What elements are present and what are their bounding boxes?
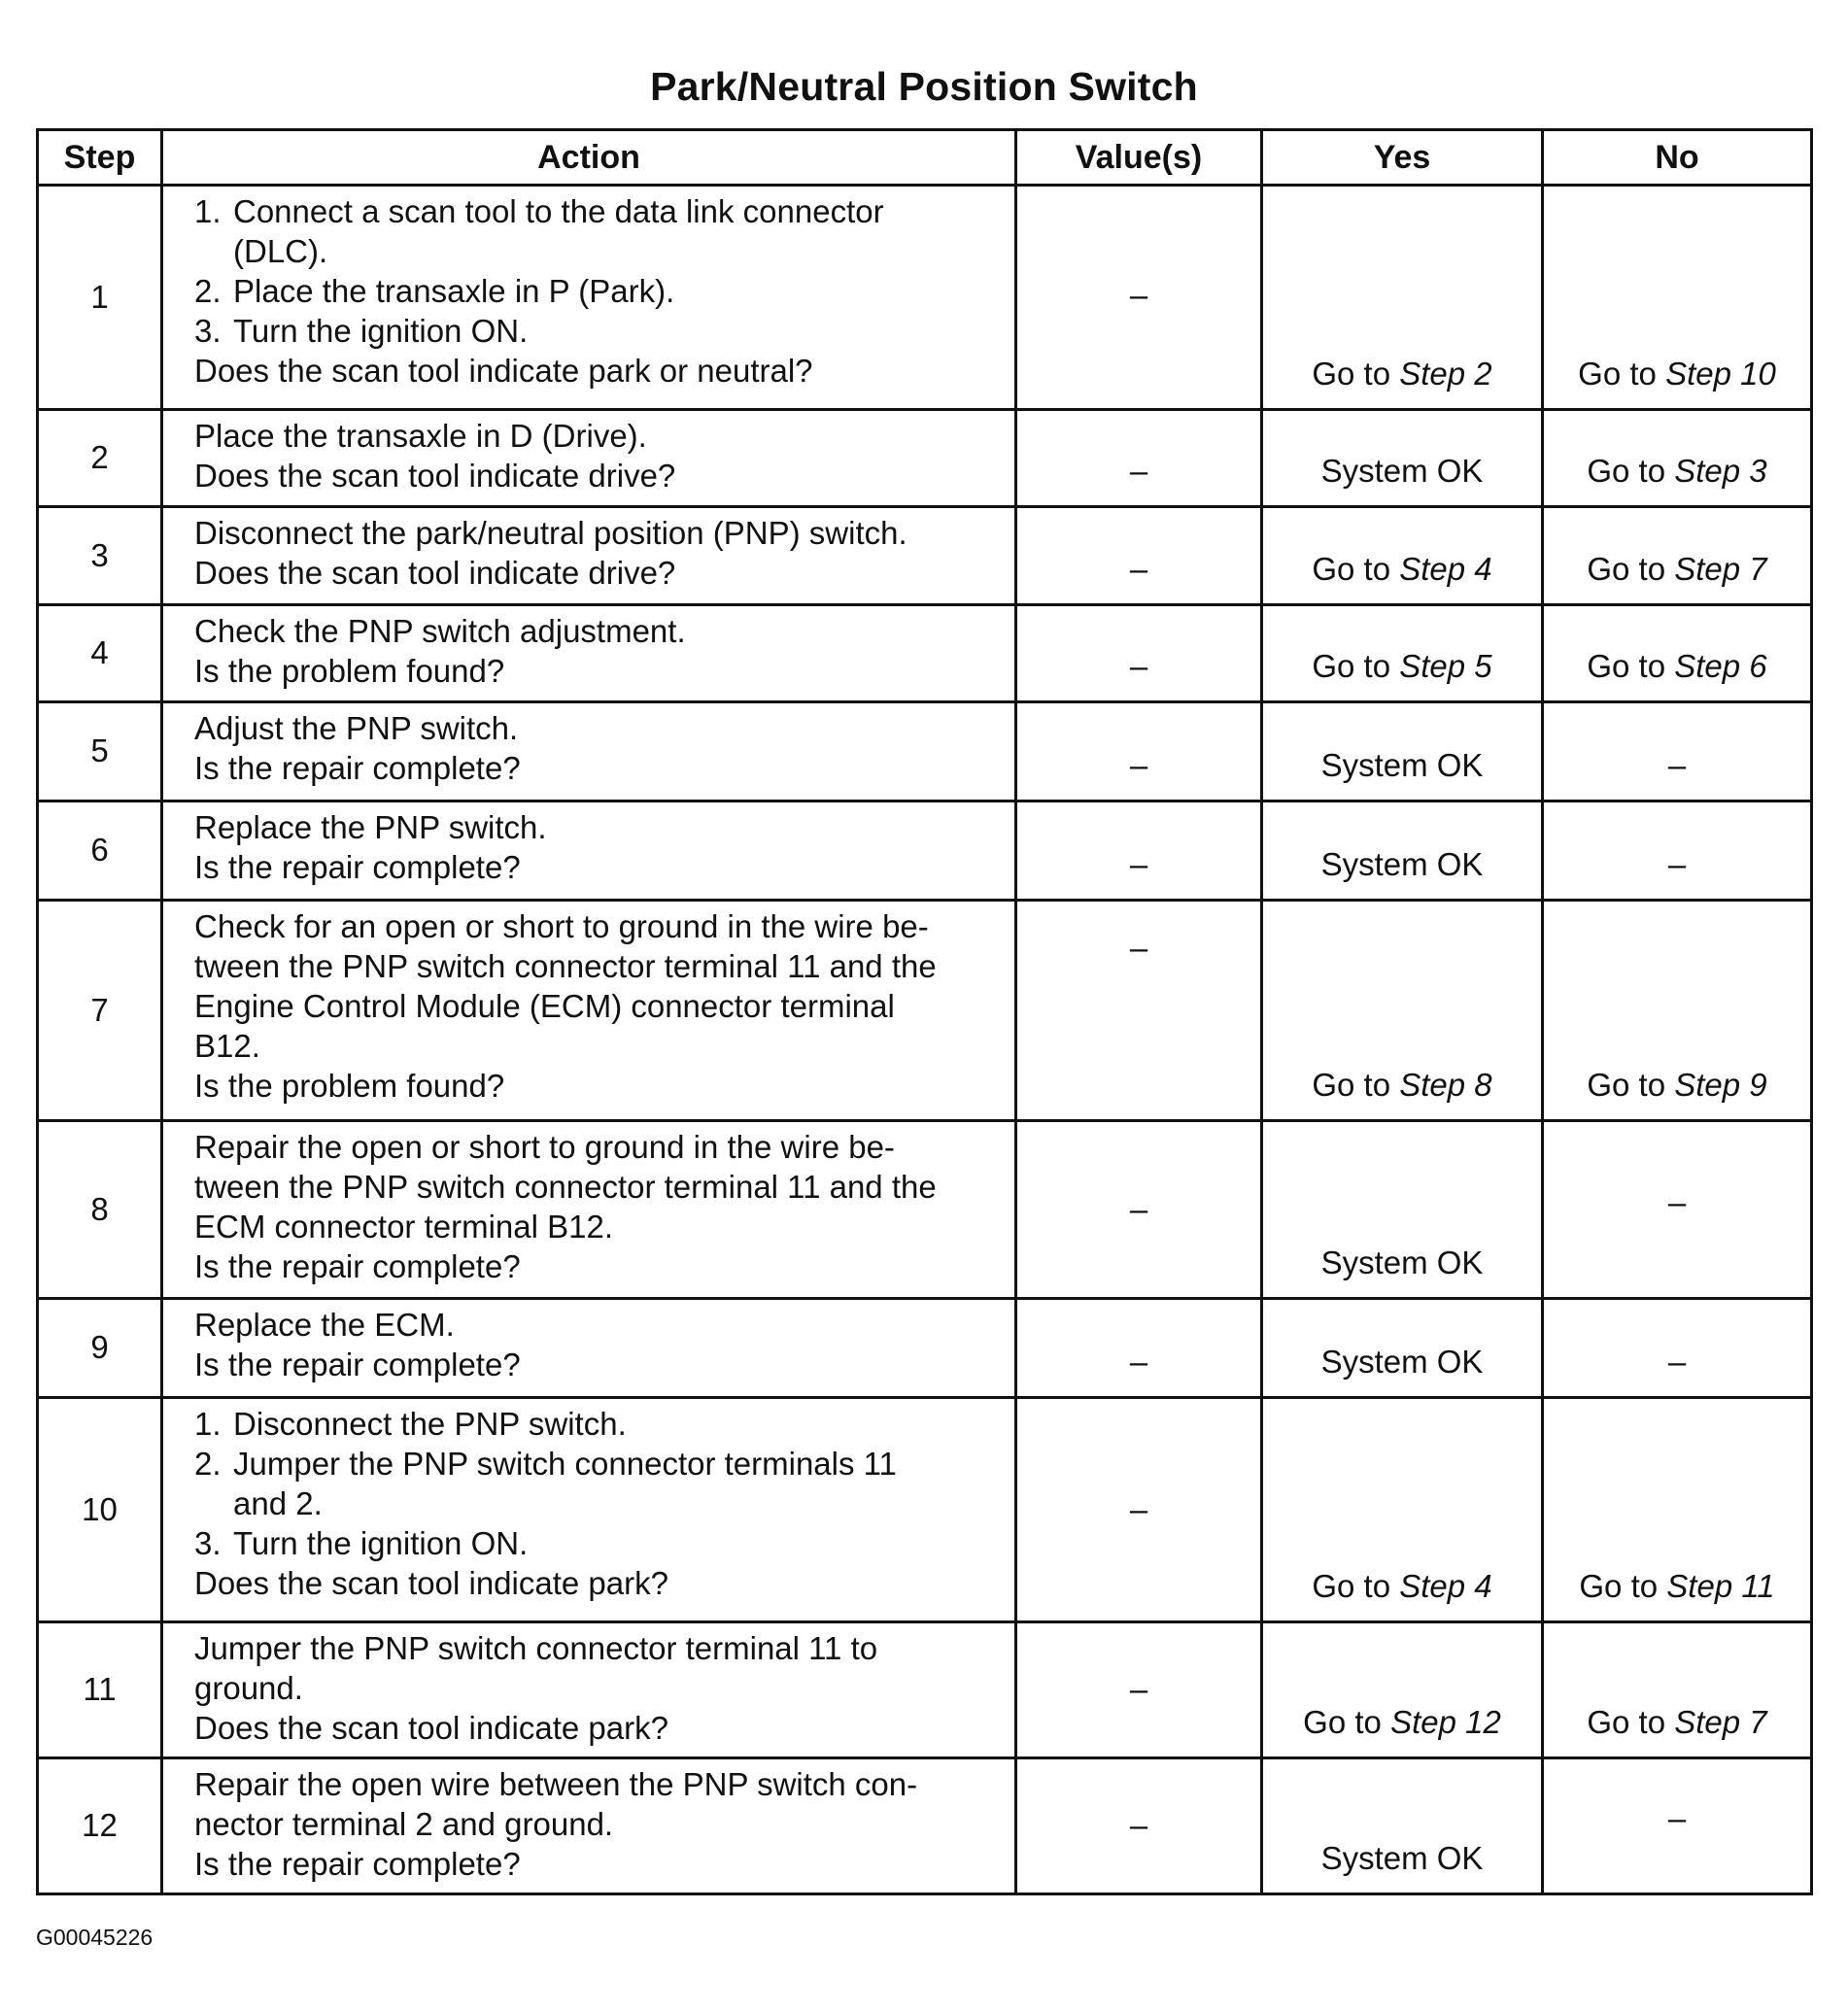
- action-line: [194, 652, 1001, 692]
- value-cell: –: [1016, 410, 1262, 507]
- action-cell: [162, 507, 1016, 605]
- table-row: [38, 1622, 1812, 1758]
- action-line: [194, 352, 1001, 392]
- action-cell: [162, 605, 1016, 702]
- action-text: Does the scan tool indicate park or neutral?: [194, 352, 813, 389]
- action-cell: [162, 186, 1016, 410]
- action-text: Turn the ignition ON.: [233, 312, 529, 349]
- yes-result-text: Go to: [1312, 551, 1400, 588]
- action-line: [194, 848, 1001, 888]
- step-number: 7: [38, 901, 162, 1121]
- header-row: [38, 130, 1812, 186]
- yes-result-text: Go to: [1312, 1568, 1400, 1605]
- page-title: Park/Neutral Position Switch: [650, 64, 1198, 109]
- value-cell: –: [1016, 1299, 1262, 1398]
- action-text: Is the repair complete?: [194, 1845, 521, 1882]
- header-yes: Yes: [1262, 130, 1543, 186]
- action-text: Check for an open or short to ground in the wire be-: [194, 908, 929, 944]
- action-text: Replace the ECM.: [194, 1307, 455, 1343]
- no-result-text: –: [1667, 1799, 1687, 1836]
- step-list-number: 1.: [194, 1406, 222, 1442]
- table-row: [38, 901, 1812, 1121]
- action-text: Is the repair complete?: [194, 1346, 521, 1382]
- action-text: Is the repair complete?: [194, 749, 521, 786]
- value-cell: –: [1016, 1622, 1262, 1758]
- action-line: [194, 1067, 1001, 1107]
- action-text: B12.: [194, 1027, 260, 1064]
- yes-step-reference: Step 5: [1399, 648, 1492, 685]
- no-result-cell: [1543, 410, 1812, 507]
- step-number: 1: [38, 186, 162, 410]
- action-cell: [162, 1757, 1016, 1893]
- yes-result-text: Go to: [1312, 648, 1400, 685]
- action-line: [194, 612, 1001, 652]
- action-text: Disconnect the PNP switch.: [233, 1406, 627, 1442]
- no-result-text: –: [1667, 1183, 1687, 1220]
- step-list-number: 1.: [194, 193, 222, 229]
- no-step-reference: Step 10: [1665, 356, 1776, 392]
- yes-result-text: System OK: [1320, 846, 1484, 883]
- yes-result-cell: [1262, 702, 1543, 801]
- action-line: [194, 1765, 1001, 1805]
- no-step-reference: Step 6: [1674, 648, 1767, 685]
- action-cell: [162, 801, 1016, 901]
- action-line: [194, 1805, 1001, 1845]
- action-text: ground.: [194, 1669, 303, 1706]
- action-line: [194, 1405, 1001, 1445]
- no-result-text: –: [1667, 846, 1687, 883]
- yes-result-cell: [1262, 410, 1543, 507]
- step-list-number: 3.: [194, 312, 222, 349]
- action-line: [194, 1027, 1001, 1067]
- no-step-reference: Step 11: [1666, 1568, 1775, 1605]
- action-text: Does the scan tool indicate park?: [194, 1709, 668, 1746]
- no-result-cell: [1543, 1121, 1812, 1299]
- action-text: Disconnect the park/neutral position (PNP) switch.: [194, 515, 907, 551]
- action-line: [194, 457, 1001, 496]
- step-list-number: 2.: [194, 1445, 222, 1482]
- yes-step-reference: Step 4: [1399, 1568, 1492, 1605]
- action-line: [194, 1306, 1001, 1346]
- no-result-cell: [1543, 702, 1812, 801]
- yes-result-text: Go to: [1303, 1703, 1391, 1740]
- action-text: Repair the open wire between the PNP switch con-: [194, 1765, 918, 1802]
- no-result-cell: [1543, 1299, 1812, 1398]
- value-cell: –: [1016, 1121, 1262, 1299]
- action-cell: [162, 1398, 1016, 1622]
- table-row: [38, 1121, 1812, 1299]
- yes-result-text: System OK: [1320, 747, 1484, 784]
- no-step-reference: Step 9: [1674, 1067, 1767, 1104]
- action-text: Is the repair complete?: [194, 1247, 521, 1284]
- action-line: [194, 987, 1001, 1027]
- action-text: Engine Control Module (ECM) connector terminal: [194, 987, 895, 1024]
- no-step-reference: Step 7: [1674, 1703, 1767, 1740]
- action-line: [194, 312, 1001, 352]
- action-text: tween the PNP switch connector terminal 11 and the: [194, 1168, 937, 1205]
- action-cell: [162, 702, 1016, 801]
- action-text: nector terminal 2 and ground.: [194, 1805, 614, 1842]
- action-line: [194, 417, 1001, 457]
- step-number: 5: [38, 702, 162, 801]
- action-text: Does the scan tool indicate drive?: [194, 457, 676, 494]
- header-no: No: [1543, 130, 1812, 186]
- action-line: [194, 1845, 1001, 1885]
- header-step: Step: [38, 130, 162, 186]
- table-row: [38, 1757, 1812, 1893]
- yes-result-text: System OK: [1320, 453, 1484, 490]
- action-cell: [162, 1121, 1016, 1299]
- action-text: ECM connector terminal B12.: [194, 1208, 614, 1245]
- action-line: [194, 1247, 1001, 1287]
- no-step-reference: Step 7: [1674, 551, 1767, 588]
- yes-result-cell: [1262, 801, 1543, 901]
- yes-result-text: Go to: [1312, 356, 1400, 392]
- action-text: Is the problem found?: [194, 652, 505, 689]
- action-text-continued: and 2.: [233, 1484, 323, 1521]
- yes-step-reference: Step 8: [1399, 1067, 1492, 1104]
- table-row: [38, 186, 1812, 410]
- no-result-text: Go to: [1579, 1568, 1667, 1605]
- yes-result-text: Go to: [1312, 1067, 1400, 1104]
- yes-result-cell: [1262, 1299, 1543, 1398]
- yes-result-cell: [1262, 1398, 1543, 1622]
- yes-result-cell: [1262, 186, 1543, 410]
- action-line: [194, 709, 1001, 749]
- yes-result-cell: [1262, 901, 1543, 1121]
- action-line: [194, 192, 1001, 272]
- action-text: Is the repair complete?: [194, 848, 521, 885]
- action-line: [194, 749, 1001, 789]
- action-line: [194, 1629, 1001, 1669]
- yes-result-text: System OK: [1320, 1245, 1484, 1281]
- table-row: [38, 1398, 1812, 1622]
- value-cell: –: [1016, 702, 1262, 801]
- action-text: Does the scan tool indicate park?: [194, 1564, 668, 1601]
- no-result-text: Go to: [1587, 551, 1675, 588]
- action-line: [194, 947, 1001, 987]
- action-line: [194, 1669, 1001, 1709]
- action-text: Jumper the PNP switch connector terminal 11 to: [194, 1630, 878, 1666]
- yes-result-text: System OK: [1320, 1839, 1484, 1876]
- value-cell: –: [1016, 1398, 1262, 1622]
- yes-result-cell: [1262, 507, 1543, 605]
- action-text: Jumper the PNP switch connector terminals 11: [233, 1445, 897, 1482]
- yes-result-cell: [1262, 1757, 1543, 1893]
- yes-result-text: System OK: [1320, 1344, 1484, 1381]
- no-result-cell: [1543, 801, 1812, 901]
- no-result-cell: [1543, 1622, 1812, 1758]
- step-number: 6: [38, 801, 162, 901]
- action-text: Does the scan tool indicate drive?: [194, 554, 676, 591]
- action-text: Turn the ignition ON.: [233, 1524, 529, 1561]
- no-result-cell: [1543, 901, 1812, 1121]
- action-line: [194, 1128, 1001, 1168]
- step-number: 9: [38, 1299, 162, 1398]
- action-cell: [162, 410, 1016, 507]
- action-text-continued: (DLC).: [233, 232, 328, 269]
- yes-result-cell: [1262, 1121, 1543, 1299]
- yes-result-cell: [1262, 1622, 1543, 1758]
- no-result-cell: [1543, 186, 1812, 410]
- header-action: Action: [162, 130, 1016, 186]
- no-step-reference: Step 3: [1674, 453, 1767, 490]
- header-values: Value(s): [1016, 130, 1262, 186]
- step-number: 8: [38, 1121, 162, 1299]
- table-row: [38, 1299, 1812, 1398]
- action-text: Place the transaxle in D (Drive).: [194, 418, 647, 454]
- action-text: Connect a scan tool to the data link connector: [233, 193, 884, 229]
- no-result-cell: [1543, 1398, 1812, 1622]
- value-cell: –: [1016, 507, 1262, 605]
- yes-result-cell: [1262, 605, 1543, 702]
- no-result-cell: [1543, 507, 1812, 605]
- no-result-text: Go to: [1587, 1067, 1675, 1104]
- figure-reference: G00045226: [36, 1925, 154, 1950]
- action-text: Is the problem found?: [194, 1067, 505, 1104]
- action-line: [194, 1524, 1001, 1564]
- action-text: Repair the open or short to ground in the wire be-: [194, 1129, 895, 1165]
- action-line: [194, 514, 1001, 554]
- yes-step-reference: Step 2: [1399, 356, 1492, 392]
- no-result-text: Go to: [1587, 648, 1675, 685]
- action-line: [194, 1709, 1001, 1749]
- action-line: [194, 1564, 1001, 1604]
- no-result-text: –: [1667, 747, 1687, 784]
- no-result-text: Go to: [1578, 356, 1666, 392]
- value-cell: –: [1016, 186, 1262, 410]
- no-result-text: Go to: [1587, 1703, 1675, 1740]
- action-text: Adjust the PNP switch.: [194, 710, 519, 746]
- table-row: [38, 410, 1812, 507]
- yes-step-reference: Step 12: [1390, 1703, 1501, 1740]
- no-result-cell: [1543, 1757, 1812, 1893]
- table-row: [38, 801, 1812, 901]
- step-number: 3: [38, 507, 162, 605]
- step-number: 4: [38, 605, 162, 702]
- step-list-number: 3.: [194, 1524, 222, 1561]
- action-cell: [162, 1299, 1016, 1398]
- step-list-number: 2.: [194, 272, 222, 309]
- value-cell: –: [1016, 605, 1262, 702]
- action-line: [194, 1168, 1001, 1208]
- action-text: tween the PNP switch connector terminal 11 and the: [194, 947, 937, 984]
- table-row: [38, 702, 1812, 801]
- step-number: 2: [38, 410, 162, 507]
- action-line: [194, 272, 1001, 312]
- no-result-text: –: [1667, 1344, 1687, 1381]
- action-line: [194, 1445, 1001, 1524]
- step-number: 10: [38, 1398, 162, 1622]
- action-line: [194, 1208, 1001, 1247]
- action-cell: [162, 901, 1016, 1121]
- action-line: [194, 808, 1001, 848]
- action-line: [194, 907, 1001, 947]
- table-row: [38, 605, 1812, 702]
- value-cell: –: [1016, 901, 1262, 1121]
- action-text: Check the PNP switch adjustment.: [194, 613, 686, 649]
- no-result-cell: [1543, 605, 1812, 702]
- action-text: Replace the PNP switch.: [194, 809, 547, 845]
- table-row: [38, 507, 1812, 605]
- step-number: 12: [38, 1757, 162, 1893]
- action-line: [194, 1346, 1001, 1385]
- diagnostic-table: [36, 128, 1813, 1895]
- no-result-text: Go to: [1587, 453, 1675, 490]
- value-cell: –: [1016, 1757, 1262, 1893]
- action-cell: [162, 1622, 1016, 1758]
- yes-step-reference: Step 4: [1399, 551, 1492, 588]
- action-text: Place the transaxle in P (Park).: [233, 272, 675, 309]
- action-line: [194, 554, 1001, 594]
- value-cell: –: [1016, 801, 1262, 901]
- step-number: 11: [38, 1622, 162, 1758]
